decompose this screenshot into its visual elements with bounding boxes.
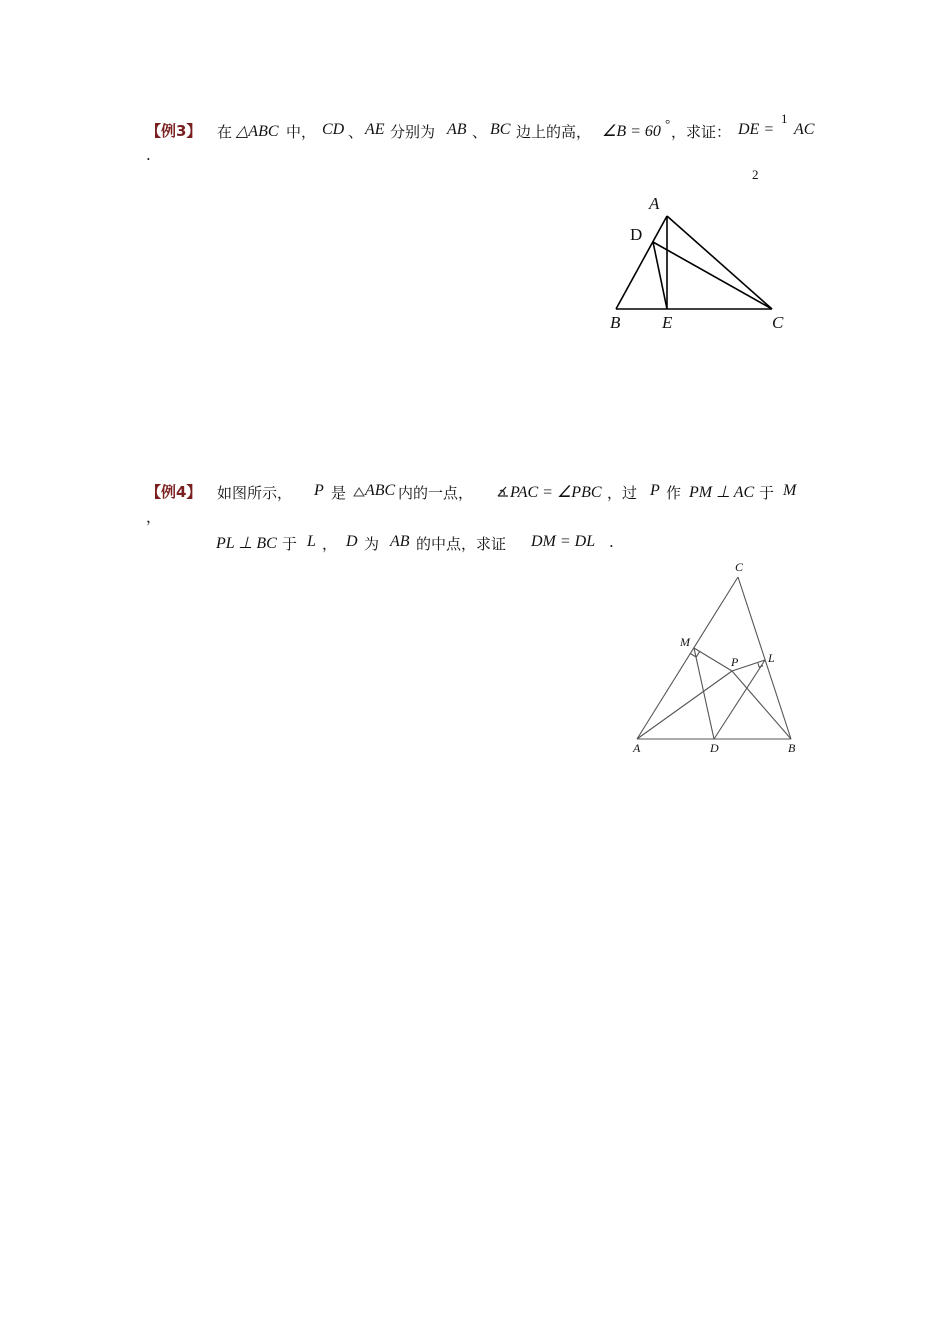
example3-text-gao: 边上的高，: [516, 123, 592, 141]
fig3-label-b: B: [610, 313, 621, 332]
example4-text-yu1: 于: [759, 484, 775, 502]
example4-text-yu2: 于: [282, 535, 298, 553]
example4-angle-equation: PAC = ∠PBC: [510, 484, 602, 501]
example4-conclusion: DM = DL: [531, 533, 596, 550]
example4-text-zuo: 作: [666, 484, 682, 502]
example4-triangle-abc: ABC: [365, 482, 396, 499]
fig4-segment-bp: [732, 671, 791, 739]
example4-text-midpoint: 的中点，求证: [416, 535, 507, 553]
example3-triangle: △ABC: [236, 123, 279, 140]
example3-sep1: 、: [348, 123, 364, 141]
example4-text-guo: ，过: [607, 484, 638, 502]
example3-text-in: 在: [217, 123, 233, 141]
example3-ab: AB: [447, 121, 467, 138]
fig4-label-p: P: [731, 655, 739, 669]
example4-p: P: [314, 482, 324, 499]
example3-text-fenbie: 分别为: [390, 123, 436, 141]
example3-bc: BC: [490, 121, 511, 138]
fig4-label-b: B: [788, 741, 796, 755]
example3-ac: AC: [794, 121, 815, 138]
fig3-label-a: A: [649, 194, 660, 213]
example4-comma: ，: [146, 508, 162, 526]
example3-angle: ∠B = 60: [602, 123, 661, 140]
fig3-label-c: C: [772, 313, 784, 332]
example3-tag: 【例3】: [146, 122, 202, 140]
example3-fraction-numerator: 1: [781, 111, 788, 126]
example3-degree: °: [665, 116, 671, 131]
example3-sep2: 、: [472, 123, 488, 141]
example4-p2: P: [650, 482, 660, 499]
fig4-side-ac: [637, 577, 738, 739]
example4-text-rutu: 如图所示，: [217, 484, 293, 502]
example4-l: L: [307, 533, 316, 550]
example3-ae: AE: [365, 121, 385, 138]
example4-ab: AB: [390, 533, 410, 550]
fig3-label-d: D: [630, 225, 643, 244]
example4-text-wei: 为: [364, 535, 380, 553]
fig4-label-c: C: [735, 560, 744, 574]
fig3-label-e: E: [662, 313, 673, 332]
example4-text-comma2: ，: [322, 535, 338, 553]
fig4-label-d: D: [710, 741, 719, 755]
example4-tag: 【例4】: [146, 483, 202, 501]
example3-fraction-denominator: 2: [752, 167, 759, 182]
example3-de: DE =: [738, 121, 775, 138]
fig4-label-m: M: [680, 635, 690, 649]
example4-m: M: [783, 482, 797, 499]
example3-dot: .: [146, 146, 151, 164]
fig4-segment-ap: [637, 671, 732, 739]
example4-pl-perp-bc: PL ⊥ BC: [216, 535, 277, 552]
example4-d: D: [346, 533, 358, 550]
fig4-label-a: A: [633, 741, 641, 755]
example3-cd: CD: [322, 121, 345, 138]
example3-text-zhong: 中，: [286, 123, 317, 141]
example4-pm-perp-ac: PM ⊥ AC: [689, 484, 755, 501]
fig4-side-bc: [738, 577, 791, 739]
example4-period: .: [609, 533, 614, 551]
fig4-label-l: L: [768, 651, 775, 665]
fig4-segment-dm: [694, 648, 714, 739]
example3-text-prove: ，求证：: [671, 123, 732, 141]
example4-text-shi: 是: [331, 484, 347, 502]
example4-text-inner-point: 内的一点，: [398, 484, 474, 502]
